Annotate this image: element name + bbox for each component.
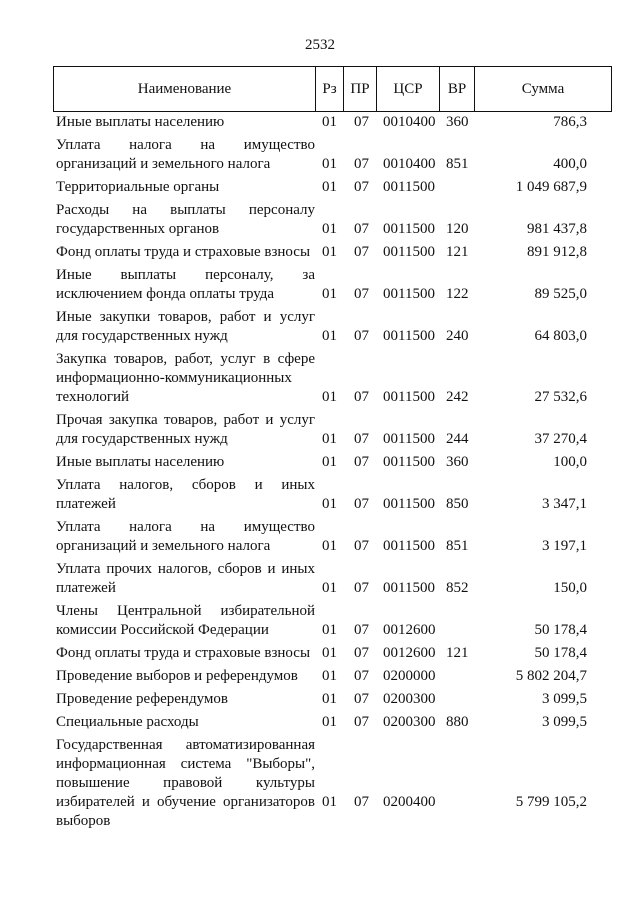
table-row (0, 644, 640, 663)
row-pr: 07 (354, 794, 369, 810)
row-sum: 27 532,6 (534, 389, 587, 405)
table-row (0, 113, 640, 132)
row-vr: 121 (446, 645, 469, 661)
row-csr: 0011500 (383, 244, 435, 260)
row-name: Уплата прочих налогов, сборов и иных платежей (56, 561, 315, 596)
row-vr: 880 (446, 714, 469, 730)
row-vr: 360 (446, 454, 469, 470)
row-csr: 0011500 (383, 221, 435, 237)
row-sum: 89 525,0 (534, 286, 587, 302)
row-csr: 0200400 (383, 794, 436, 810)
row-vr: 240 (446, 328, 469, 344)
row-csr: 0010400 (383, 114, 436, 130)
table-row (0, 308, 640, 346)
row-name: Фонд оплаты труда и страховые взносы (56, 244, 311, 260)
row-vr: 120 (446, 221, 469, 237)
row-name: Специальные расходы (56, 714, 199, 730)
row-rz: 01 (322, 286, 337, 302)
row-pr: 07 (354, 156, 369, 172)
row-rz: 01 (322, 431, 337, 447)
row-rz: 01 (322, 244, 337, 260)
row-csr: 0011500 (383, 389, 435, 405)
row-csr: 0011500 (383, 496, 435, 512)
row-rz: 01 (322, 794, 337, 810)
row-csr: 0012600 (383, 645, 436, 661)
row-rz: 01 (322, 496, 337, 512)
row-sum: 150,0 (553, 580, 587, 596)
row-sum: 5 799 105,2 (515, 794, 587, 810)
table-row (0, 518, 640, 556)
table-row (0, 602, 640, 640)
row-rz: 01 (322, 580, 337, 596)
row-sum: 50 178,4 (534, 645, 587, 661)
row-pr: 07 (354, 221, 369, 237)
row-csr: 0010400 (383, 156, 436, 172)
row-vr: 850 (446, 496, 469, 512)
row-rz: 01 (322, 622, 337, 638)
row-sum: 3 197,1 (542, 538, 587, 554)
row-pr: 07 (354, 179, 369, 195)
row-name: Иные выплаты персоналу, за исключением фонда оплаты труда (56, 267, 315, 302)
row-pr: 07 (354, 286, 369, 302)
row-sum: 5 802 204,7 (515, 668, 587, 684)
row-sum: 64 803,0 (534, 328, 587, 344)
row-rz: 01 (322, 328, 337, 344)
header-name: Наименование (53, 67, 315, 111)
row-name: Территориальные органы (56, 179, 220, 195)
row-name: Расходы на выплаты персоналу государственных органов (56, 202, 315, 237)
table-row (0, 713, 640, 732)
header-pr: ПР (343, 67, 376, 111)
table-body (0, 113, 640, 829)
row-sum: 3 099,5 (542, 691, 587, 707)
row-sum: 981 437,8 (527, 221, 587, 237)
row-rz: 01 (322, 714, 337, 730)
page-number: 2532 (305, 37, 335, 53)
row-name: Проведение референдумов (56, 691, 228, 707)
row-rz: 01 (322, 179, 337, 195)
table-header (53, 66, 612, 112)
row-sum: 400,0 (553, 156, 587, 172)
row-rz: 01 (322, 156, 337, 172)
row-name: Закупка товаров, работ, услуг в сфере информационно-коммуникационных технологий (56, 351, 315, 405)
row-name: Уплата налогов, сборов и иных платежей (56, 477, 315, 512)
row-rz: 01 (322, 645, 337, 661)
table-row (0, 476, 640, 514)
row-vr: 851 (446, 538, 469, 554)
table-row (0, 736, 640, 829)
row-pr: 07 (354, 244, 369, 260)
row-name: Члены Центральной избирательной комиссии Российской Федерации (56, 603, 315, 638)
row-pr: 07 (354, 496, 369, 512)
row-csr: 0011500 (383, 328, 435, 344)
row-rz: 01 (322, 221, 337, 237)
row-sum: 3 099,5 (542, 714, 587, 730)
row-name: Фонд оплаты труда и страховые взносы (56, 645, 311, 661)
row-vr: 852 (446, 580, 469, 596)
row-name: Уплата налога на имущество организаций и земельного налога (56, 137, 315, 172)
row-pr: 07 (354, 691, 369, 707)
table-row (0, 266, 640, 304)
row-pr: 07 (354, 454, 369, 470)
row-name: Проведение выборов и референдумов (56, 668, 298, 684)
table-row (0, 136, 640, 174)
row-rz: 01 (322, 454, 337, 470)
row-pr: 07 (354, 114, 369, 130)
row-pr: 07 (354, 328, 369, 344)
row-name: Государственная автоматизированная информационная система "Выборы", повышение правовой культуры избирателей и обучение организаторов выборов (56, 737, 315, 829)
row-pr: 07 (354, 622, 369, 638)
row-sum: 3 347,1 (542, 496, 587, 512)
row-csr: 0200000 (383, 668, 436, 684)
table-row (0, 690, 640, 709)
row-csr: 0011500 (383, 179, 435, 195)
row-sum: 786,3 (553, 114, 587, 130)
row-rz: 01 (322, 389, 337, 405)
row-vr: 244 (446, 431, 469, 447)
row-vr: 122 (446, 286, 469, 302)
table-row (0, 243, 640, 262)
row-csr: 0011500 (383, 431, 435, 447)
row-vr: 360 (446, 114, 469, 130)
table-row (0, 178, 640, 197)
row-pr: 07 (354, 389, 369, 405)
row-vr: 121 (446, 244, 469, 260)
row-sum: 1 049 687,9 (515, 179, 587, 195)
row-vr: 242 (446, 389, 469, 405)
row-pr: 07 (354, 580, 369, 596)
row-rz: 01 (322, 114, 337, 130)
table-row (0, 411, 640, 449)
table-row (0, 560, 640, 598)
row-sum: 100,0 (553, 454, 587, 470)
row-sum: 37 270,4 (534, 431, 587, 447)
row-csr: 0200300 (383, 691, 436, 707)
row-csr: 0011500 (383, 538, 435, 554)
row-pr: 07 (354, 714, 369, 730)
table-row (0, 350, 640, 407)
table-row (0, 453, 640, 472)
row-name: Прочая закупка товаров, работ и услуг для государственных нужд (56, 412, 315, 447)
row-sum: 891 912,8 (527, 244, 587, 260)
row-pr: 07 (354, 668, 369, 684)
table-row (0, 201, 640, 239)
header-sum: Сумма (474, 67, 612, 111)
header-rz: Рз (315, 67, 343, 111)
row-csr: 0011500 (383, 286, 435, 302)
row-csr: 0011500 (383, 580, 435, 596)
row-csr: 0011500 (383, 454, 435, 470)
row-sum: 50 178,4 (534, 622, 587, 638)
row-name: Иные выплаты населению (56, 114, 225, 130)
row-pr: 07 (354, 431, 369, 447)
row-rz: 01 (322, 668, 337, 684)
row-vr: 851 (446, 156, 469, 172)
header-vr: ВР (439, 67, 474, 111)
row-rz: 01 (322, 691, 337, 707)
row-pr: 07 (354, 645, 369, 661)
row-name: Уплата налога на имущество организаций и земельного налога (56, 519, 315, 554)
row-csr: 0200300 (383, 714, 436, 730)
row-pr: 07 (354, 538, 369, 554)
row-rz: 01 (322, 538, 337, 554)
row-csr: 0012600 (383, 622, 436, 638)
row-name: Иные выплаты населению (56, 454, 225, 470)
table-row (0, 667, 640, 686)
header-csr: ЦСР (376, 67, 439, 111)
row-name: Иные закупки товаров, работ и услуг для государственных нужд (56, 309, 315, 344)
